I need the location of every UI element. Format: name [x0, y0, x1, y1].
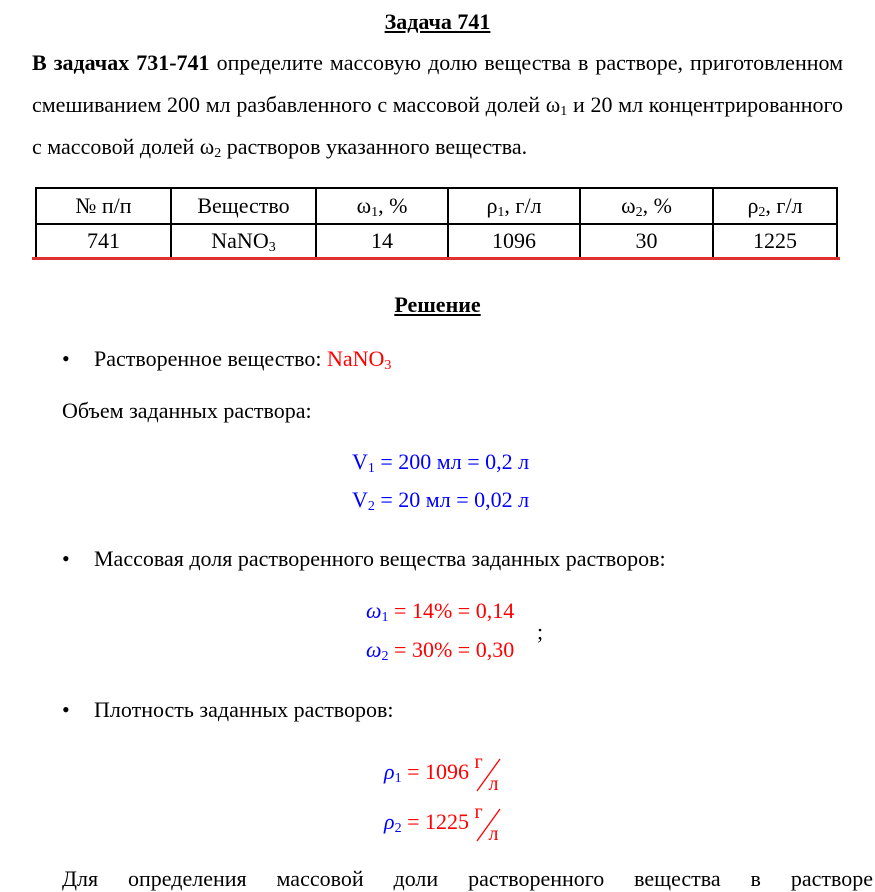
formula-p1: $\rho_1 = 1096$ г л — [384, 755, 504, 795]
bullet-density: • Плотность заданных растворов: — [62, 697, 394, 722]
solute-formula: NaNO$_3$ — [326, 346, 392, 373]
unit-g-per-l: г л — [474, 755, 504, 795]
bullet-icon: • — [62, 346, 70, 371]
data-table — [35, 187, 838, 259]
continuation-text: Для определения массовой доли растворенного вещества в растворе — [62, 866, 873, 891]
cell-p1: 1096 — [448, 224, 580, 258]
cell-w2: 30 — [580, 224, 713, 258]
formula-semicolon: ; — [537, 619, 544, 644]
unit-g-per-l: г л — [474, 805, 504, 845]
cell-substance: NaNO$_3$ — [171, 224, 316, 258]
header-cell: Вещество — [171, 188, 316, 224]
cell-number: 741 — [36, 224, 171, 258]
header-cell: № п/п — [36, 188, 171, 224]
bullet-mass-fraction: • Массовая доля растворенного вещества заданных растворов: — [62, 546, 666, 571]
cell-p2: 1225 — [713, 224, 837, 258]
formula-p2: $\rho_2 = 1225$ г л — [384, 805, 504, 845]
formula-v1: $V_1 = 200$ мл = 0,2 л — [352, 449, 530, 476]
header-cell: $\rho_1$, г/л — [448, 188, 580, 224]
table-underline — [32, 257, 840, 260]
table-header-row — [36, 188, 837, 224]
header-cell: $\rho_2$, г/л — [713, 188, 837, 224]
volume-intro: Объем заданных раствора: — [62, 398, 312, 423]
bullet-icon: • — [62, 697, 70, 722]
task-title: Задача 741 — [384, 9, 491, 34]
solution-heading: Решение — [394, 292, 481, 317]
task-range: В задачах 731-741 — [32, 50, 210, 75]
bullet-icon: • — [62, 546, 70, 571]
cell-w1: 14 — [316, 224, 448, 258]
bullet-solute: • Растворенное вещество: NaNO$_3$ — [62, 346, 392, 373]
task-statement: В задачах 731-741 определите массовую долю вещества в растворе, приготовленном смешиванием 200 мл разбавленного с массовой долей $\omega_1$ и 20 мл концентрированного с массовой долей $\omega_2$ растворов указанного вещества. — [32, 50, 843, 161]
table-row — [36, 224, 837, 258]
header-cell: $\omega_2$, % — [580, 188, 713, 224]
header-cell: $\omega_1$, % — [316, 188, 448, 224]
formula-w1: $\omega_1 = 14\% = 0,14$ — [366, 598, 515, 625]
formula-v2: $V_2 = 20$ мл = 0,02 л — [352, 487, 530, 514]
formula-w2: $\omega_2 = 30\% = 0,30$ — [366, 637, 515, 664]
